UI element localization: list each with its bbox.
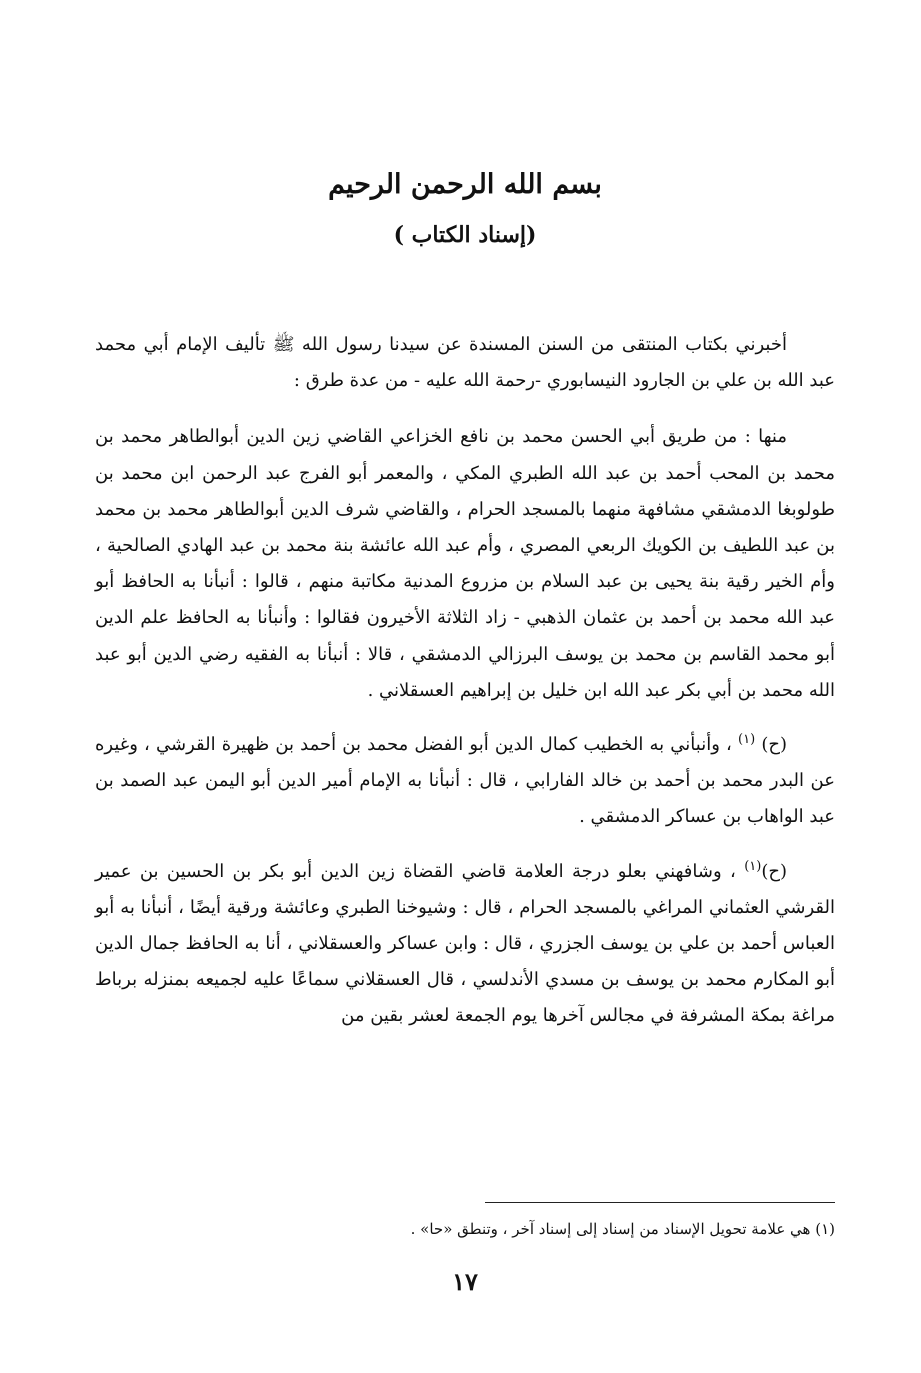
paragraph (95, 327, 835, 399)
page-number: ١٧ (452, 1267, 478, 1296)
paragraph (95, 727, 835, 836)
book-page (95, 0, 835, 1373)
paragraph-text: ، وشافهني بعلو درجة العلامة قاضي القضاة زين الدين أبو بكر بن الحسين بن عمير القرشي العثماني المراغي بالمسجد الحرام ، قال : وشيوخنا الطبري وعائشة ورقية أيضًا ، أنبأنا به أبو العباس أحمد بن علي بن يوسف الجزري ، قال : وابن عساكر والعسقلاني ، أنا به الحافظ جمال الدين أبو المكارم محمد بن يوسف بن مسدي الأندلسي ، قال العسقلاني سماعًا عليه لجميعه بمنزله برباط مراغة بمكة المشرفة في مجالس آخرها يوم الجمعة لعشر بقين من (95, 860, 835, 1027)
section-heading: (إسناد الكتاب ) (393, 222, 537, 248)
footnote-reference: (١) (738, 732, 756, 748)
paragraph-text: أخبرني بكتاب المنتقى من السنن المسندة عن سيدنا رسول الله ﷺ تأليف الإمام أبي محمد عبد الله بن علي بن الجارود النيسابوري -رحمة الله عليه - من عدة طرق : (95, 334, 835, 392)
paragraph (95, 854, 835, 1035)
footnote-reference: (١) (744, 858, 762, 874)
basmala-title: بسم الله الرحمن الرحيم (328, 169, 602, 200)
footnote: (١) هي علامة تحويل الإسناد من إسناد إلى إسناد آخر ، وتنطق «حا» . (410, 1220, 835, 1238)
paragraph (95, 419, 835, 709)
paragraph-text: ، وأنبأني به الخطيب كمال الدين أبو الفضل محمد بن أحمد بن ظهيرة القرشي ، وغيره عن البدر محمد بن أحمد بن خالد الفارابي ، قال : أنبأنا به الإمام أمير الدين أبو اليمن عبد الصمد بن عبد الواهاب بن عساكر الدمشقي . (95, 734, 835, 828)
paragraph-text: منها : من طريق أبي الحسن محمد بن نافع الخزاعي القاضي زين الدين أبوالطاهر محمد بن محمد بن المحب أحمد بن عبد الله الطبري المكي ، والمعمر أبو الفرج عبد الرحمن ابن محمد بن طولوبغا الدمشقي مشافهة منهما بالمسجد الحرام ، والقاضي شرف الدين أبوالطاهر محمد بن محمد بن عبد اللطيف بن الكويك الربعي المصري ، وأم عبد الله عائشة بنة محمد بن عبد الهادي الصالحية ، وأم الخير رقية بنة يحيى بن عبد السلام بن مزروع المدنية مكاتبة منهم ، قالوا : أنبأنا به الحافظ أبو عبد الله محمد بن أحمد بن عثمان الذهبي - زاد الثلاثة الأخيرون فقالوا : وأنبأنا به الحافظ علم الدين أبو محمد القاسم بن محمد بن يوسف البرزالي الدمشقي ، قالا : أنبأنا به الفقيه رضي الدين أبو عبد الله محمد بن أبي بكر عبد الله ابن خليل بن إبراهيم العسقلاني . (95, 426, 835, 701)
body-text (95, 327, 835, 1053)
transition-mark: (ح) (761, 734, 787, 756)
footnote-divider (485, 1202, 835, 1203)
transition-mark: (ح) (761, 860, 788, 882)
